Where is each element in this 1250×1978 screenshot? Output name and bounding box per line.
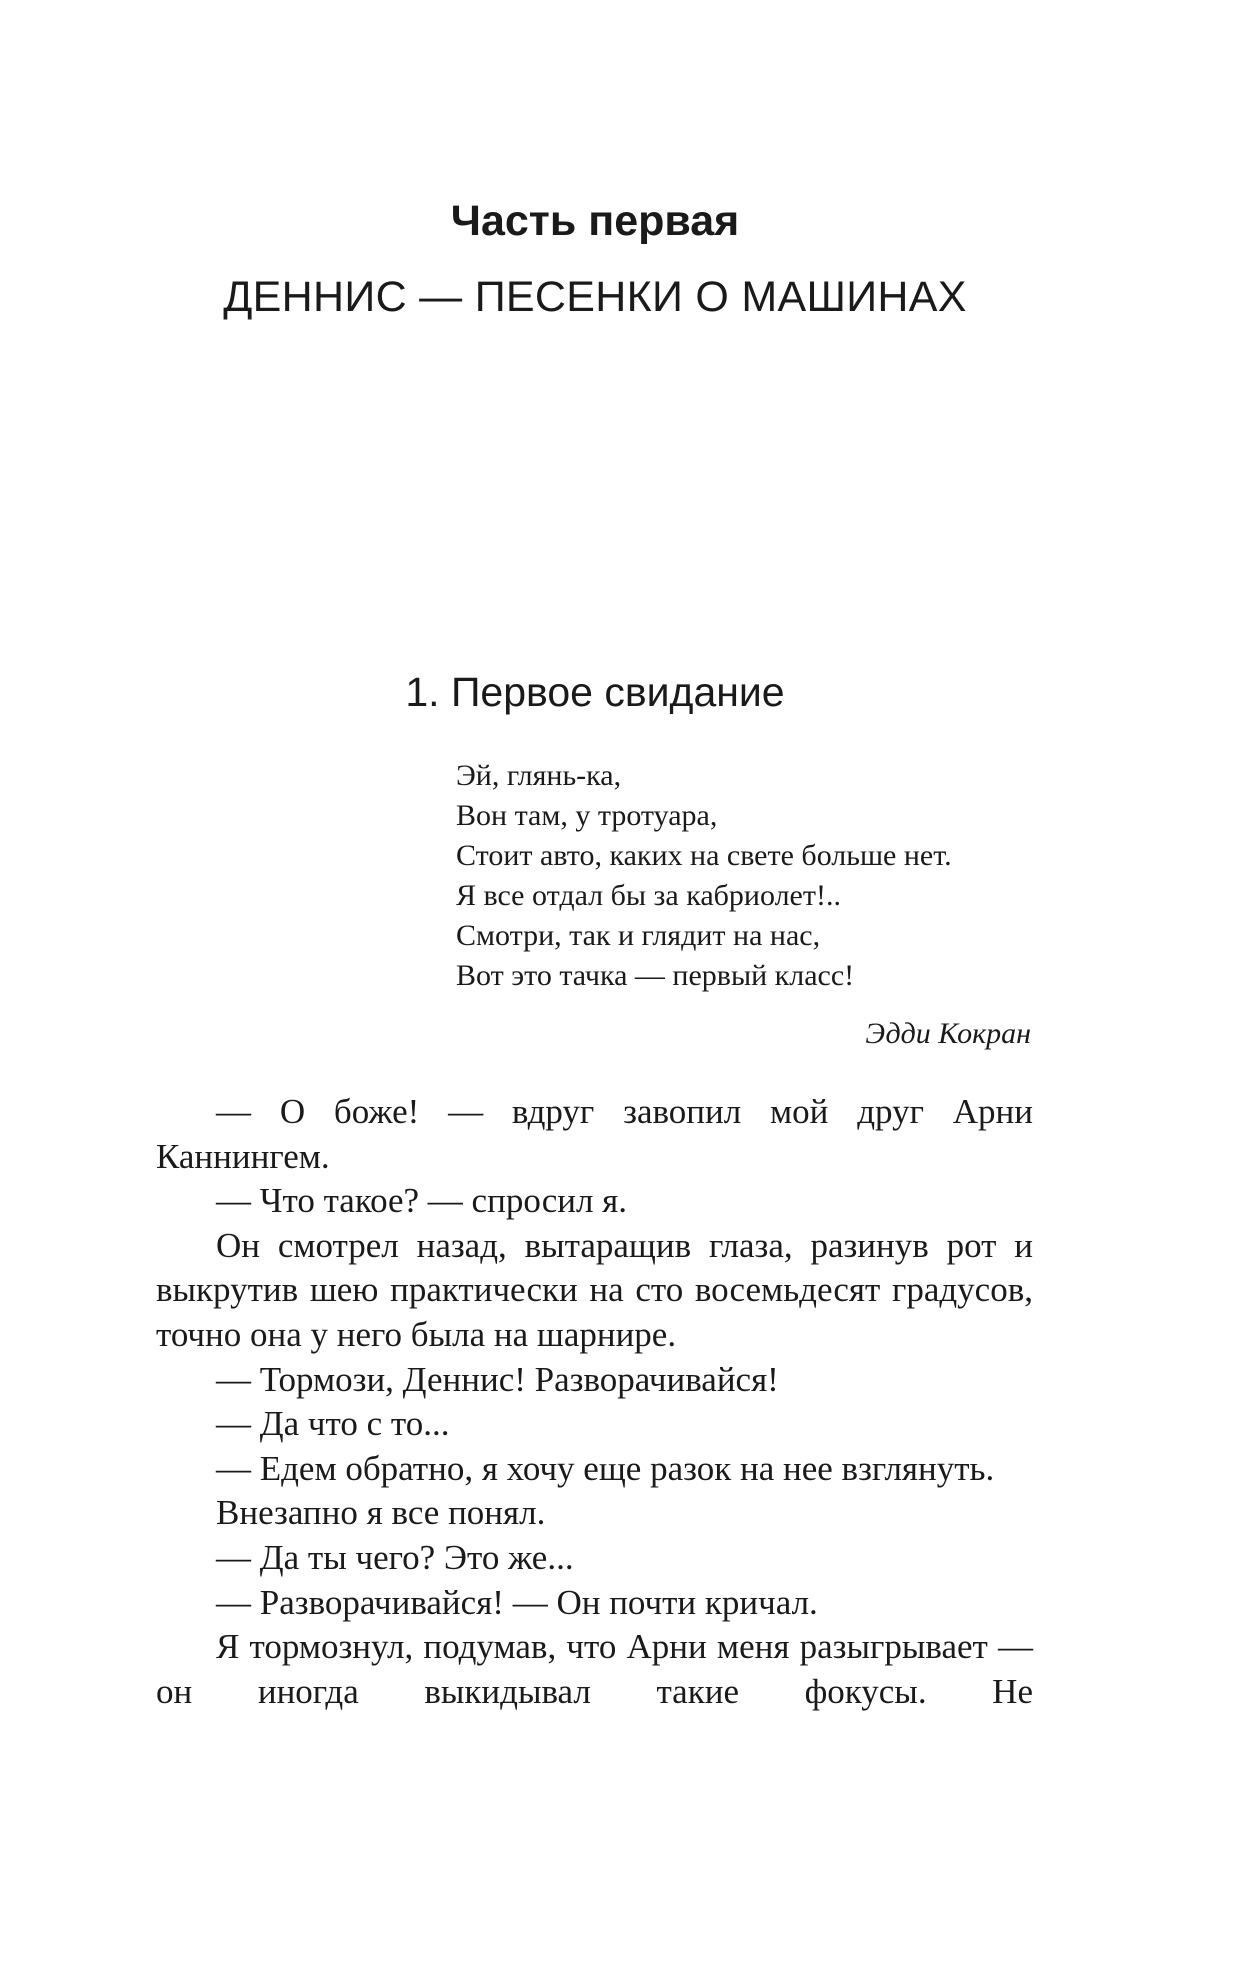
epigraph-line: Стоит авто, каких на свете больше нет. [456, 839, 952, 872]
epigraph-line: Эй, глянь-ка, [456, 759, 622, 792]
paragraph: — Едем обратно, я хочу еще разок на нее взглянуть. [216, 1448, 995, 1488]
part-subtitle: ДЕННИС — ПЕСЕНКИ О МАШИНАХ [223, 273, 967, 321]
paragraph: Он смотрел назад, вытаращив глаза, разинув рот и выкрутив шею практически на сто восемьдесят градусов, точно она у него была на шарнире. [156, 1225, 1033, 1354]
paragraph: — Разворачивайся! — Он почти кричал. [216, 1582, 818, 1622]
epigraph-line: Вот это тачка — первый класс! [456, 959, 855, 992]
paragraph: — О боже! — вдруг завопил мой друг Арни Каннингем. [156, 1092, 1033, 1176]
paragraph: Внезапно я все понял. [216, 1493, 546, 1533]
body-text [156, 1090, 1033, 1714]
chapter-title: 1. Первое свидание [405, 669, 785, 715]
epigraph-line: Смотри, так и глядит на нас, [456, 919, 821, 952]
paragraph: Я тормознул, подумав, что Арни меня разыгрывает — он иногда выкидывал такие фокусы. Не [156, 1627, 1033, 1711]
paragraph: — Тормози, Деннис! Разворачивайся! [216, 1359, 779, 1399]
epigraph-line: Я все отдал бы за кабриолет!.. [456, 879, 841, 912]
part-title: Часть первая [450, 197, 740, 245]
epigraph-author: Эдди Кокран [865, 1017, 1031, 1050]
epigraph-line: Вон там, у тротуара, [456, 799, 718, 832]
paragraph: — Да ты чего? Это же... [216, 1537, 574, 1577]
paragraph: — Что такое? — спросил я. [216, 1181, 628, 1221]
epigraph [456, 756, 1036, 996]
paragraph: — Да что с то... [216, 1404, 450, 1444]
